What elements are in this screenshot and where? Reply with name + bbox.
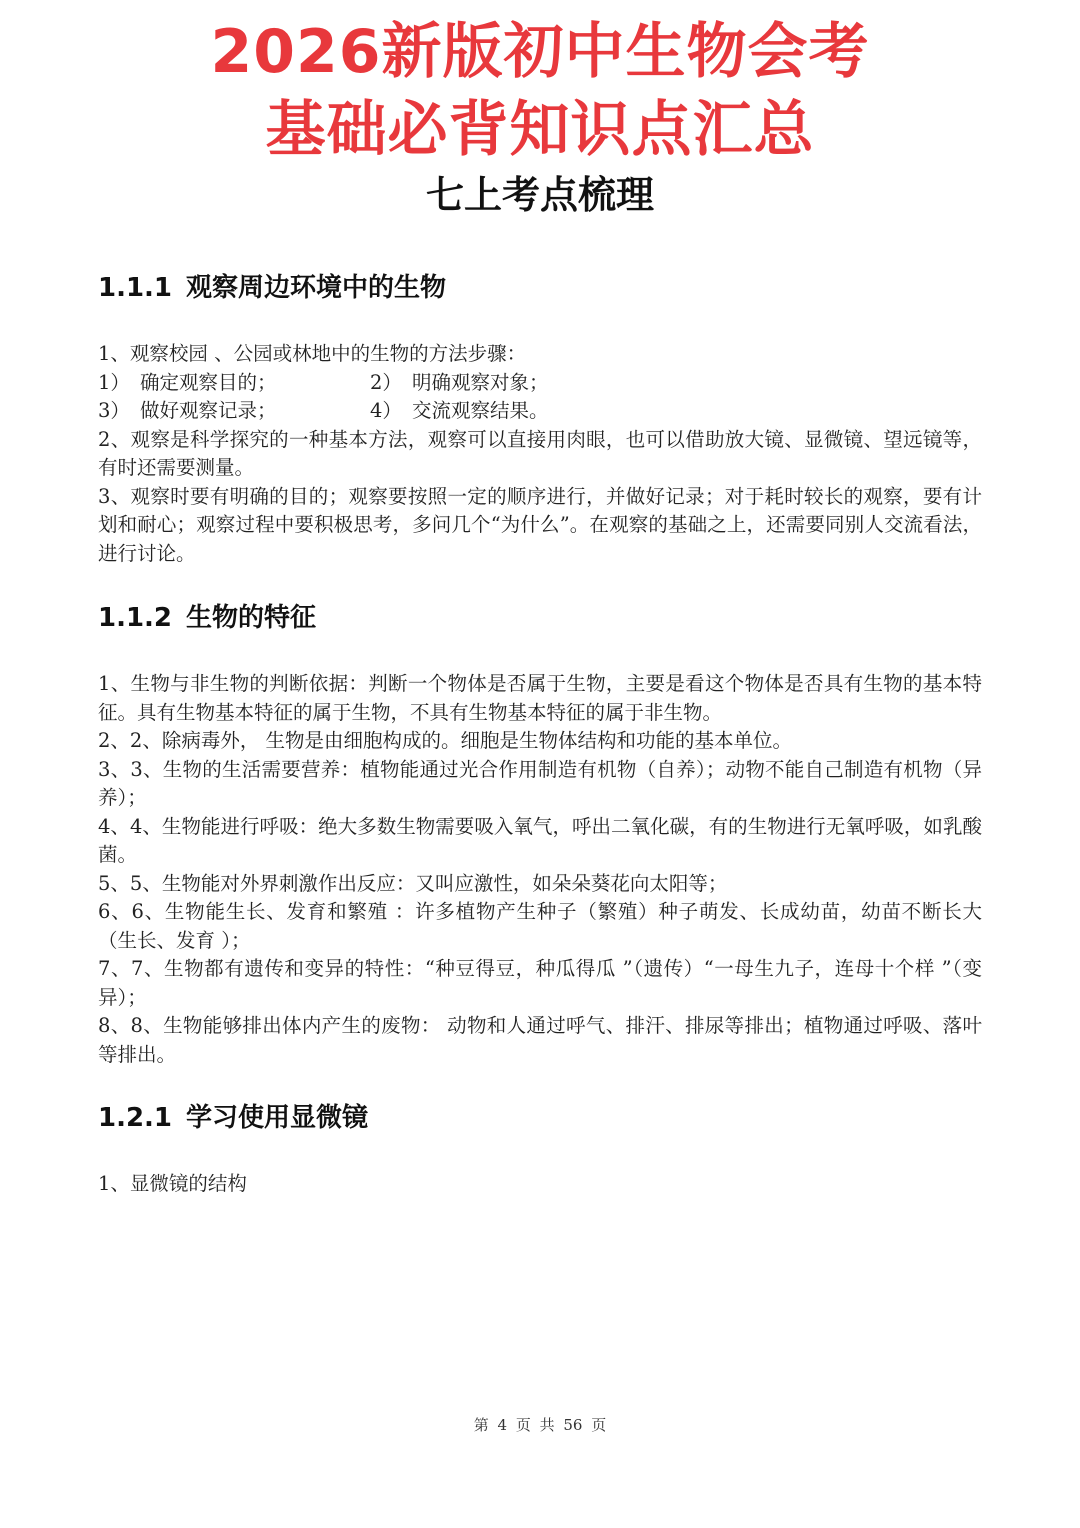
section-heading-1-1-2 xyxy=(98,600,316,636)
step-number: 2） xyxy=(370,370,402,394)
section-title: 观察周边环境中的生物 xyxy=(186,273,447,303)
step-number: 1） xyxy=(98,370,130,394)
step-text: 明确观察对象； xyxy=(412,370,549,394)
steps-row-1 xyxy=(98,369,982,398)
main-title-line-1: 2026新版初中生物会考 xyxy=(210,17,870,87)
step-item xyxy=(98,397,370,426)
section-body-1-1-2 xyxy=(98,670,982,1069)
step-number: 4） xyxy=(370,399,402,422)
section-number: 1.1.2 xyxy=(98,603,173,633)
steps-row-2 xyxy=(98,397,982,426)
section-body-1-1-1 xyxy=(98,340,982,568)
section-heading-1-2-1 xyxy=(98,1100,368,1136)
section-number: 1.1.1 xyxy=(98,273,173,303)
paragraph: 5、5、生物能对外界刺激作出反应：又叫应激性，如朵朵葵花向太阳等； xyxy=(98,871,728,895)
paragraph: 1、显微镜的结构 xyxy=(98,1172,247,1195)
paragraph: 3、3、生物的生活需要营养：植物能通过光合作用制造有机物（自养）；动物不能自己制造有机物（异养）； xyxy=(98,757,982,809)
step-text: 确定观察目的； xyxy=(140,370,277,394)
step-item xyxy=(370,369,642,398)
step-text: 做好观察记录； xyxy=(140,399,277,422)
step-item xyxy=(98,369,370,398)
paragraph: 8、8、生物能够排出体内产生的废物： 动物和人通过呼气、排汗、排尿等排出；植物通过呼吸、落叶等排出。 xyxy=(98,1014,982,1066)
paragraph: 4、4、生物能进行呼吸：绝大多数生物需要吸入氧气，呼出二氧化碳，有的生物进行无氧呼吸，如乳酸菌。 xyxy=(98,814,982,866)
paragraph: 2、观察是科学探究的一种基本方法，观察可以直接用肉眼，也可以借助放大镜、显微镜、望远镜等，有时还需要测量。 xyxy=(98,427,982,479)
paragraph: 3、观察时要有明确的目的；观察要按照一定的顺序进行，并做好记录；对于耗时较长的观察，要有计划和耐心；观察过程中要积极思考，多问几个“为什么”。在观察的基础之上，还需要同别人交流看法，进行讨论。 xyxy=(98,484,982,565)
step-text: 交流观察结果。 xyxy=(412,399,549,422)
section-title: 学习使用显微镜 xyxy=(186,1103,369,1133)
main-title-line-2: 基础必背知识点汇总 xyxy=(265,95,815,165)
step-number: 3） xyxy=(98,399,130,422)
subtitle: 七上考点梳理 xyxy=(425,172,654,217)
paragraph: 2、2、除病毒外， 生物是由细胞构成的。细胞是生物体结构和功能的基本单位。 xyxy=(98,729,793,752)
section-number: 1.2.1 xyxy=(98,1103,173,1133)
page-footer: 第 4 页 共 56 页 xyxy=(473,1416,607,1434)
paragraph: 7、7、生物都有遗传和变异的特性：“种豆得豆，种瓜得瓜 ”（遗传）“一母生九子，连母十个样 ”（变异）； xyxy=(98,957,982,1009)
paragraph: 6、6、生物能生长、发育和繁殖 ：许多植物产生种子（繁殖）种子萌发、长成幼苗，幼苗不断长大（生长、发育 ）； xyxy=(98,900,982,952)
paragraph: 1、观察校园 、公园或林地中的生物的方法步骤： xyxy=(98,342,527,365)
section-title: 生物的特征 xyxy=(186,603,317,633)
paragraph: 1、生物与非生物的判断依据：判断一个物体是否属于生物，主要是看这个物体是否具有生物的基本特征。具有生物基本特征的属于生物，不具有生物基本特征的属于非生物。 xyxy=(98,672,982,724)
section-body-1-2-1 xyxy=(98,1170,982,1199)
section-heading-1-1-1 xyxy=(98,270,446,306)
step-item xyxy=(370,397,642,426)
